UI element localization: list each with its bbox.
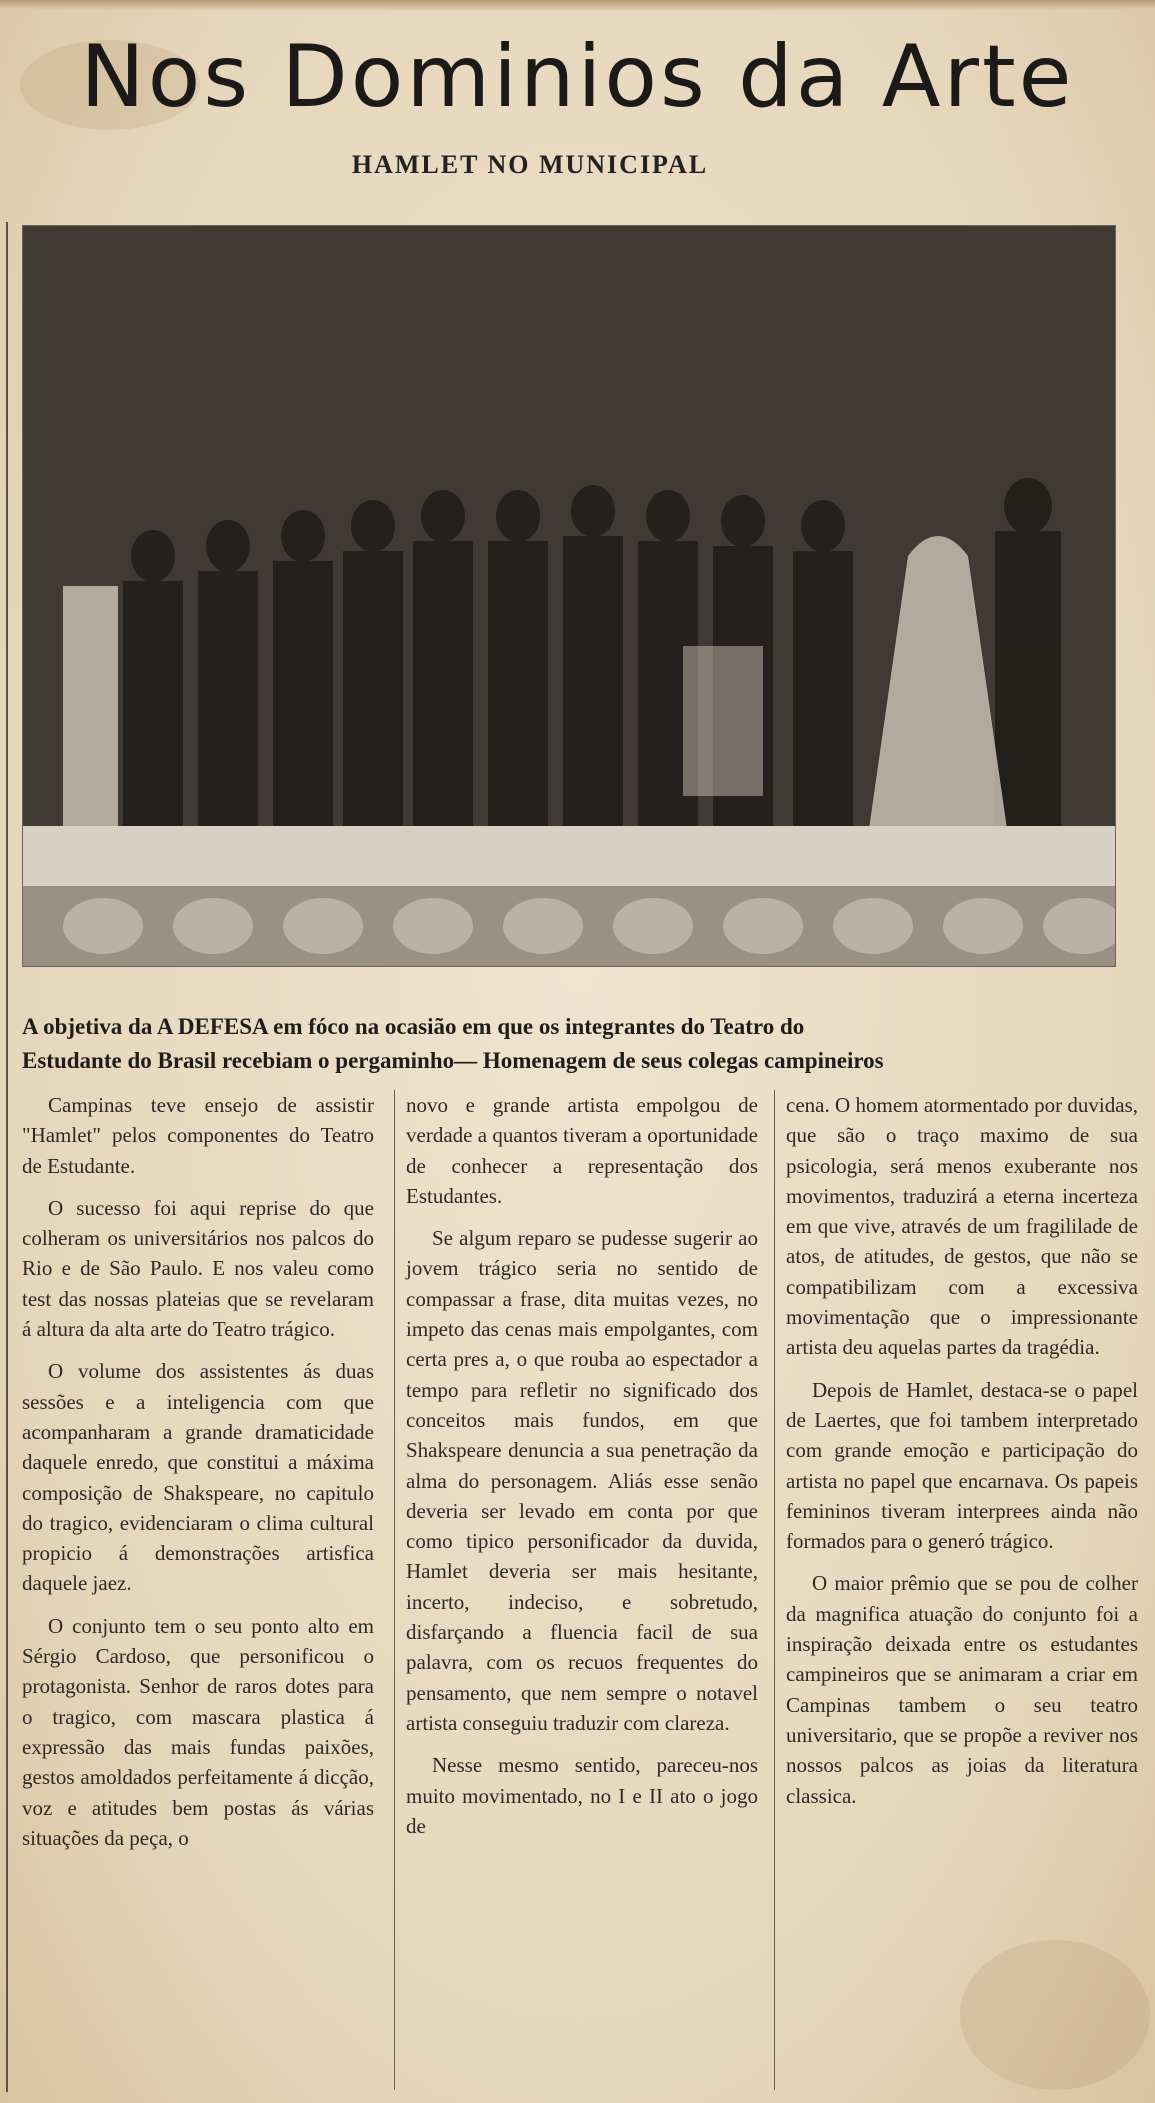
paragraph: Campinas teve ensejo de assistir "Hamlet" pelos componentes do Teatro de Estudante. bbox=[22, 1093, 374, 1178]
paragraph: O conjunto tem o seu ponto alto em Sérgio Cardoso, que personificou o protagonista. Senhor de raros dotes para o tragico, com mascara plastica á expressão das mais fundas paixões, gestos amoldados perfeitamente á dicção, voz e atitudes bem postas ás várias situações da peça, o bbox=[22, 1613, 374, 1850]
headline: HAMLET NO MUNICIPAL bbox=[351, 150, 709, 179]
stage-photo-illustration bbox=[23, 226, 1115, 966]
article-column-1 bbox=[22, 1090, 374, 1865]
paragraph: cena. O homem atormentado por duvidas, que são o traço maximo de sua psicologia, será menos exuberante nos movimentos, traduzirá a eterna incerteza em que vive, através de um fragililade de atos, de atitudes, de gestos, que não se compatibilizam com a excessiva movimentação que o impressionante artista deu aquelas partes da tragédia. bbox=[786, 1093, 1138, 1360]
paragraph: Se algum reparo se pudesse sugerir ao jovem trágico seria no sentido de compassar a frase, dita muitas vezes, no impeto das cenas mais empolgantes, com certa pres a, o que rouba ao espectador a tempo para refletir no significado dos conceitos mais fundos, em que Shakspeare denuncia a sua penetração da alma do personagem. Aliás esse senão deveria ser levado em conta por que como tipico personificador da duvida, Hamlet deveria ser mais hesitante, incerto, indeciso, e sobretudo, disfarçando a fluencia facil de sua palavra, com os recuos frequentes do pensamento, que nem sempre o notavel artista conseguiu traduzir com clareza. bbox=[406, 1226, 758, 1735]
paragraph: novo e grande artista empolgou de verdade a quantos tiveram a oportunidade de conhecer a representação dos Estudantes. bbox=[406, 1093, 758, 1208]
photo-caption bbox=[22, 1010, 1132, 1078]
column-divider bbox=[394, 1090, 395, 2090]
masthead: Nos Dominios da Arte bbox=[80, 27, 1075, 127]
halftone-photo-icon bbox=[22, 225, 1116, 967]
paragraph: O maior prêmio que se pou de colher da magnifica atuação do conjunto foi a inspiração deixada entre os estudantes campineiros que se animaram a criar em Campinas tambem o seu teatro universitario, que se propõe a reviver nos nossos palcos as joias da literatura classica. bbox=[786, 1571, 1138, 1808]
article-column-3 bbox=[786, 1090, 1138, 1823]
paragraph: Depois de Hamlet, destaca-se o papel de Laertes, que foi tambem interpretado com grande emoção e participação do artista no papel que encarnava. Os papeis femininos tiveram interprees ainda não formados para o generó trágico. bbox=[786, 1377, 1138, 1554]
paragraph: Nesse mesmo sentido, pareceu-nos muito movimentado, no I e II ato o jogo de bbox=[406, 1753, 758, 1838]
column-divider bbox=[774, 1090, 775, 2090]
paragraph: O volume dos assistentes ás duas sessões e a inteligencia com que acompanharam a grande dramaticidade daquele enredo, que constitui a máxima composição de Shakspeare, no capitulo do tragico, evidenciaram o clima cultural propicio á demonstrações artisfica daquele jaez. bbox=[22, 1359, 374, 1596]
caption-line: A objetiva da A DEFESA em fóco na ocasião em que os integrantes do Teatro do bbox=[22, 1014, 805, 1039]
article-column-2 bbox=[406, 1090, 758, 1853]
left-rule bbox=[6, 222, 8, 2092]
paragraph: O sucesso foi aqui reprise do que colheram os universitários nos palcos do Rio e de São Paulo. E nos valeu como test das nossas plateias que se revelaram á altura da alta arte do Teatro trágico. bbox=[22, 1195, 374, 1342]
caption-line: Estudante do Brasil recebiam o pergaminho— Homenagem de seus colegas campineiros bbox=[22, 1048, 884, 1073]
article-body bbox=[22, 1090, 1138, 2090]
top-rule bbox=[0, 0, 1155, 10]
